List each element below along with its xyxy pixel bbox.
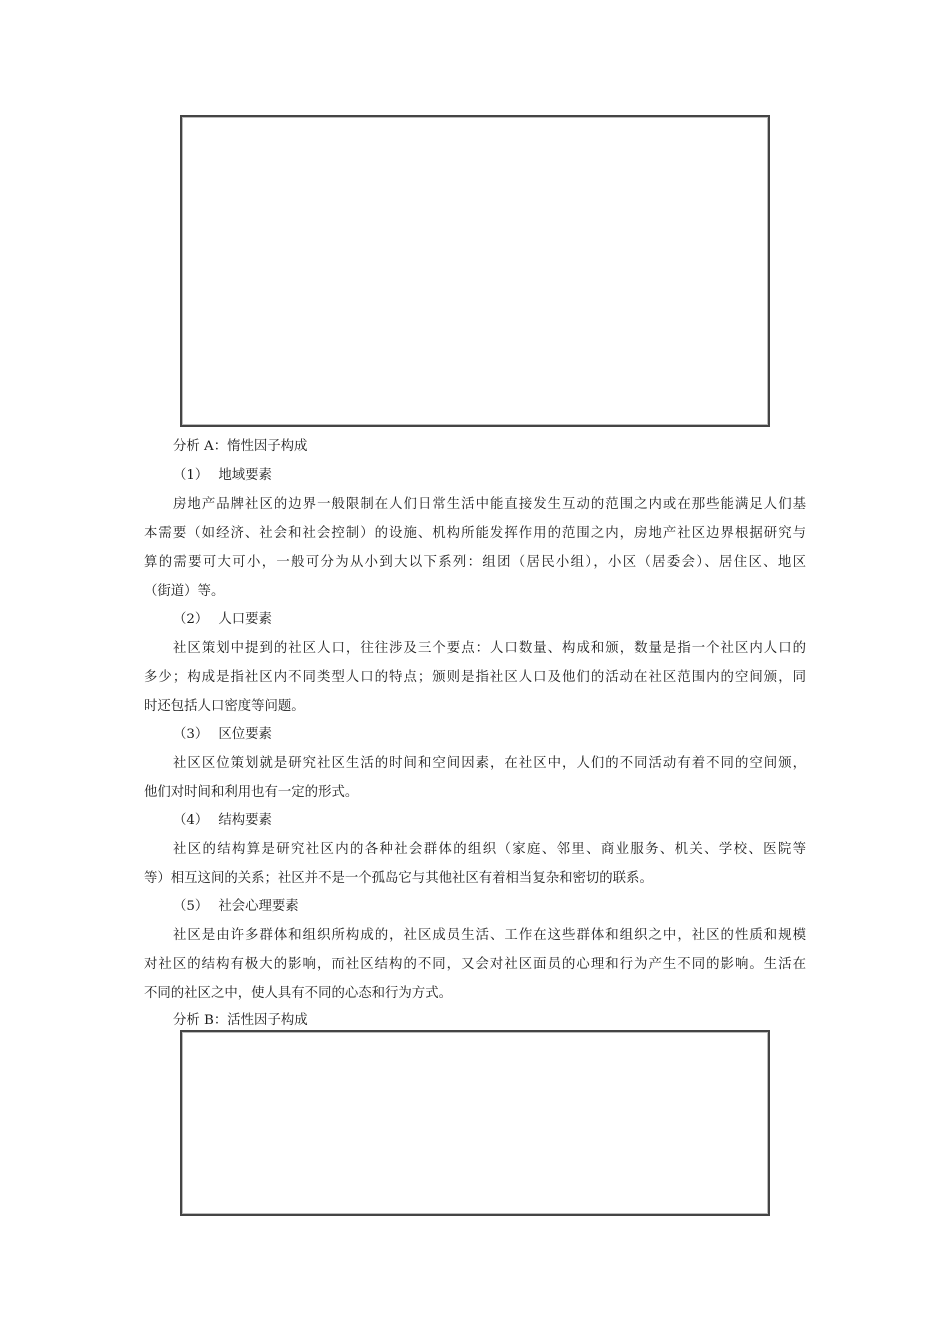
figure-placeholder-a bbox=[180, 115, 770, 427]
section-4-heading bbox=[173, 812, 272, 830]
section-2-number: （2） bbox=[173, 612, 209, 627]
section-4-number: （4） bbox=[173, 813, 209, 828]
section-3-title: 区位要素 bbox=[218, 727, 272, 742]
section-3-number: （3） bbox=[173, 727, 209, 742]
section-3-heading bbox=[173, 726, 272, 744]
section-1-number: （1） bbox=[173, 468, 209, 483]
section-1-line: 本需要（如经济、社会和社会控制）的设施、机构所能发挥作用的范围之内，房地产社区边界根据研究与 bbox=[144, 526, 806, 541]
section-3-line: 社区区位策划就是研究社区生活的时间和空间因素，在社区中，人们的不同活动有着不同的空间颁， bbox=[173, 756, 806, 771]
figure-placeholder-b bbox=[180, 1030, 770, 1216]
section-1-line: 房地产品牌社区的边界一般限制在人们日常生活中能直接发生互动的范围之内或在那些能满足人们基 bbox=[173, 497, 806, 512]
section-1-title: 地域要素 bbox=[218, 468, 272, 483]
section-1-heading bbox=[173, 467, 272, 485]
section-2-line: 社区策划中提到的社区人口，往往涉及三个要点：人口数量、构成和颁，数量是指一个社区内人口的 bbox=[173, 641, 806, 656]
section-5-line: 对社区的结构有极大的影响，而社区结构的不同，又会对社区面员的心理和行为产生不同的影响。生活在 bbox=[144, 957, 806, 972]
section-5-title: 社会心理要素 bbox=[218, 899, 299, 914]
section-2-title: 人口要素 bbox=[218, 612, 272, 627]
section-2-line: 多少；构成是指社区内不同类型人口的特点；颁则是指社区人口及他们的活动在社区范围内的空间颁，同 bbox=[144, 670, 806, 685]
section-5-heading bbox=[173, 898, 299, 916]
section-1-line: 算的需要可大可小，一般可分为从小到大以下系列：组团（居民小组），小区（居委会）、居住区、地区 bbox=[144, 555, 806, 570]
analysis-b-heading: 分析 B：活性因子构成 bbox=[173, 1013, 308, 1028]
section-4-line: 等）相互这间的关系；社区并不是一个孤岛它与其他社区有着相当复杂和密切的联系。 bbox=[144, 871, 653, 886]
section-5-line: 不同的社区之中，使人具有不同的心态和行为方式。 bbox=[144, 986, 452, 1001]
section-4-line: 社区的结构算是研究社区内的各种社会群体的组织（家庭、邻里、商业服务、机关、学校、医院等 bbox=[173, 842, 806, 857]
section-2-line: 时还包括人口密度等问题。 bbox=[144, 699, 305, 714]
section-4-title: 结构要素 bbox=[218, 813, 272, 828]
section-5-line: 社区是由许多群体和组织所构成的，社区成员生活、工作在这些群体和组织之中，社区的性质和规模 bbox=[173, 928, 806, 943]
section-3-line: 他们对时间和利用也有一定的形式。 bbox=[144, 785, 359, 800]
analysis-a-heading: 分析 A：惰性因子构成 bbox=[173, 439, 308, 454]
section-5-number: （5） bbox=[173, 899, 209, 914]
section-1-line: （街道）等。 bbox=[144, 584, 225, 599]
section-2-heading bbox=[173, 611, 272, 629]
